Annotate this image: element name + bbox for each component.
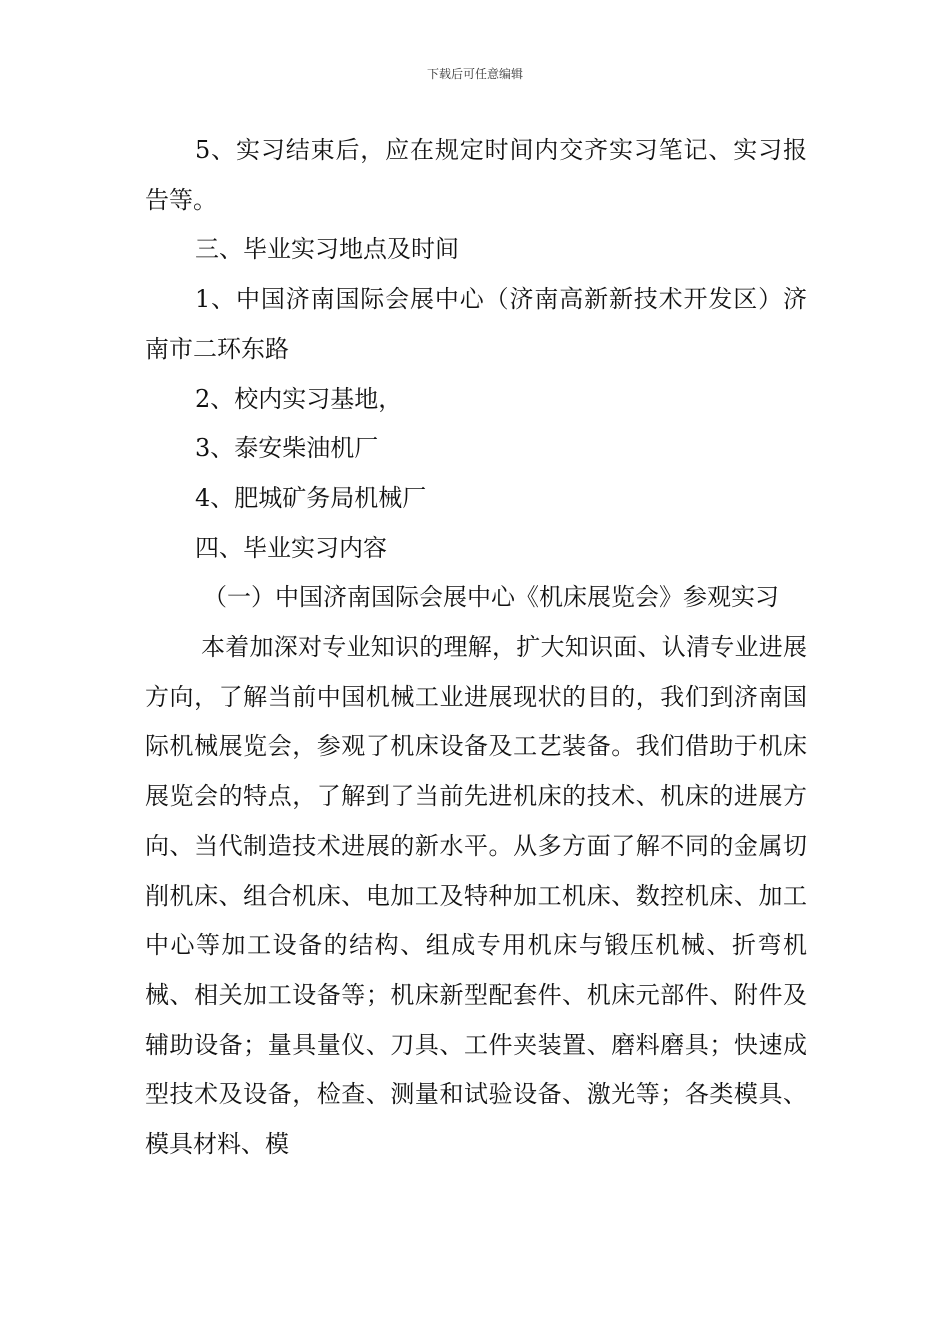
list-item-jinan-expo-center: 1、中国济南国际会展中心（济南高新新技术开发区）济南市二环东路 — [145, 285, 807, 363]
page-header: 下载后可任意编辑 — [426, 67, 523, 81]
list-item-campus-base: 2、校内实习基地， — [195, 384, 403, 413]
document-body — [145, 126, 807, 1170]
paragraph-expo-description: 本着加深对专业知识的理解，扩大知识面、认清专业进展方向，了解当前中国机械工业进展现状的目的，我们到济南国际机械展览会，参观了机床设备及工艺装备。我们借助于机床展览会的特点，了解到了当前先进机床的技术、机床的进展方向、当代制造技术进展的新水平。从多方面了解不同的金属切削机床、组合机床、电加工及特种加工机床、数控机床、加工中心等加工设备的结构、组成专用机床与锻压机械、折弯机械、相关加工设备等；机床新型配套件、机床元部件、附件及辅助设备；量具量仪、刀具、工件夹装置、磨料磨具；快速成型技术及设备，检查、测量和试验设备、激光等；各类模具、模具材料、模 — [145, 633, 807, 1159]
list-item-feicheng-machinery: 4、肥城矿务局机械厂 — [195, 483, 427, 512]
paragraph-report-requirement: 5、实习结束后，应在规定时间内交齐实习笔记、实习报告等。 — [145, 136, 807, 214]
list-item-taian-diesel: 3、泰安柴油机厂 — [195, 434, 379, 463]
section-heading-location-time: 三、毕业实习地点及时间 — [195, 235, 459, 264]
section-heading-content: 四、毕业实习内容 — [195, 533, 387, 562]
subsection-heading-machine-tool-expo: （一）中国济南国际会展中心《机床展览会》参观实习 — [203, 583, 779, 612]
